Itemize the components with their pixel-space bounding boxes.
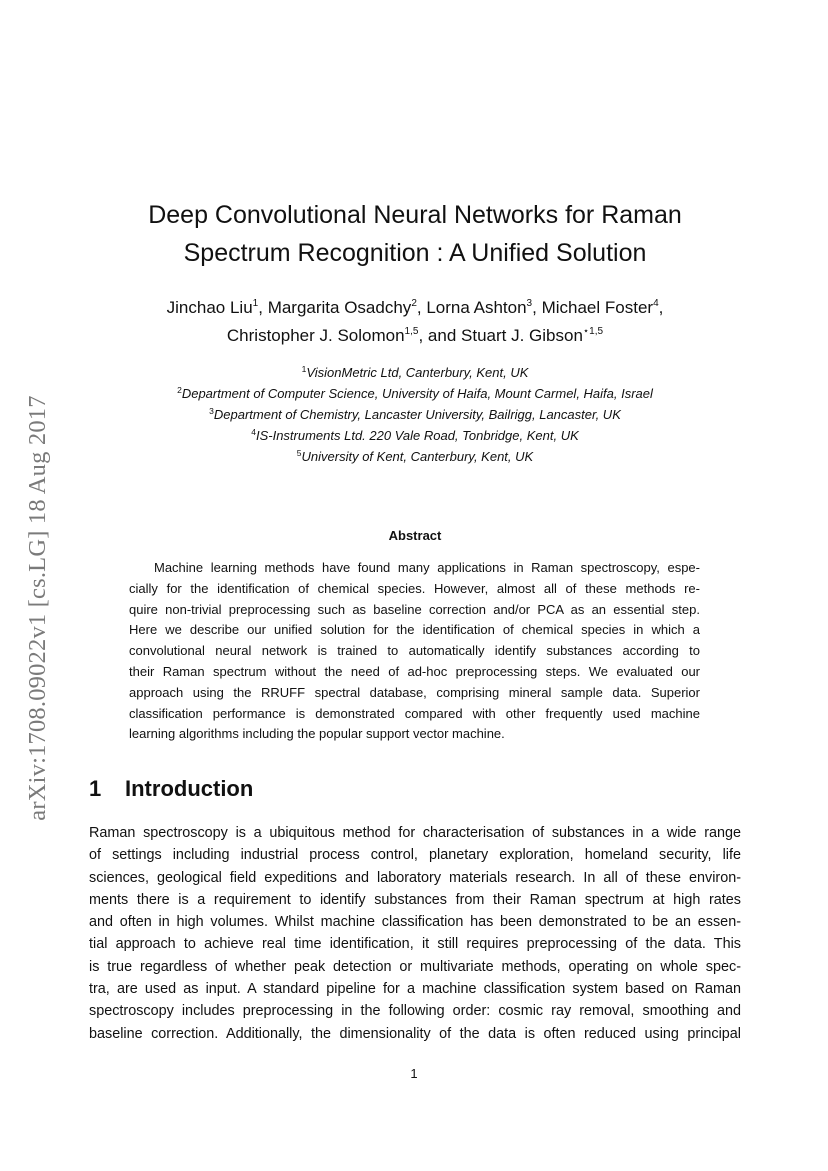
page-number: 1 — [410, 1066, 418, 1081]
paragraph-line: and often in high volumes. Whilst machine classification has been demonstrated to be an essen- — [89, 914, 741, 931]
author-affil-mark: 2 — [411, 298, 417, 309]
affiliation-item — [90, 446, 740, 467]
author-separator: , — [532, 298, 537, 317]
abstract-line: approach using the RRUFF spectral database, comprising mineral sample data. Superior — [129, 684, 700, 700]
section-heading — [89, 776, 253, 802]
author-separator: , — [658, 298, 664, 317]
abstract-line: classification performance is demonstrated compared with other frequently used machine — [129, 705, 700, 721]
affiliation-text: University of Kent, Canterbury, Kent, UK — [301, 449, 534, 464]
author-name: Lorna Ashton — [426, 298, 527, 317]
author-list — [90, 294, 740, 350]
author-affil-mark: 3 — [526, 298, 533, 309]
abstract-line: learning algorithms including the popular support vector machine. — [129, 726, 505, 742]
author-affil-mark: 1,5 — [404, 326, 419, 337]
paragraph-line: tra, are used as input. A standard pipeline for a machine classification system based on Raman — [89, 981, 741, 998]
affiliation-item — [90, 383, 740, 404]
author-affil-mark: 1 — [252, 298, 259, 309]
affiliation-number: 2 — [177, 385, 182, 395]
affiliation-number: 5 — [296, 448, 302, 458]
affiliation-text: IS-Instruments Ltd. 220 Vale Road, Tonbridge, Kent, UK — [255, 428, 579, 443]
affiliation-number: 1 — [301, 364, 307, 374]
author-affil-mark: 4 — [653, 298, 659, 309]
section-number: 1 — [89, 776, 102, 801]
author-name: Christopher J. Solomon — [226, 326, 405, 345]
abstract-line: their Raman spectrum without the need of ad-hoc preprocessing steps. We evaluated our — [129, 663, 700, 679]
abstract-line: convolutional neural network is trained to automatically identify substances according to — [129, 643, 700, 659]
author-name: Margarita Osadchy — [267, 298, 412, 317]
affiliation-number: 4 — [251, 427, 256, 437]
affiliation-text: VisionMetric Ltd, Canterbury, Kent, UK — [306, 365, 529, 380]
affiliation-item — [90, 404, 740, 425]
arxiv-id[interactable]: arXiv:1708.09022v1 [cs.LG] 18 Aug 2017 — [24, 395, 51, 821]
paragraph-line: of settings including industrial process control, planetary exploration, homeland security, life — [89, 847, 741, 864]
paragraph-line: baseline correction. Additionally, the dimensionality of the data is often reduced using principal — [89, 1025, 741, 1042]
paragraph-line: tial approach to achieve real time identification, it still requires preprocessing of the data. This — [89, 936, 741, 953]
abstract-line: Here we describe our unified solution for the identification of chemical species in which a — [129, 622, 700, 638]
author-line-2 — [90, 322, 740, 350]
paper-title — [90, 196, 740, 272]
affiliation-item — [90, 362, 740, 383]
author-separator: , — [418, 326, 424, 345]
author-conjunction: and — [427, 326, 457, 345]
affiliation-item — [90, 425, 740, 446]
introduction-body — [89, 822, 741, 1045]
author-separator: , — [258, 298, 263, 317]
author-line-1 — [90, 294, 740, 322]
abstract-line: quire non-trivial preprocessing such as baseline correction and/or PCA as an essential step. — [129, 601, 700, 617]
affiliation-list — [90, 362, 740, 467]
author-name: Stuart J. Gibson — [461, 326, 583, 345]
affiliation-number: 3 — [209, 406, 214, 416]
title-line-1: Deep Convolutional Neural Networks for Raman — [148, 201, 682, 229]
paragraph-line: ments there is a requirement to identify substances from their Raman spectrum at high rates — [89, 891, 741, 908]
affiliation-text: Department of Chemistry, Lancaster University, Bailrigg, Lancaster, UK — [213, 407, 621, 422]
title-line-2: Spectrum Recognition : A Unified Solution — [183, 239, 647, 267]
paragraph-line: spectroscopy includes preprocessing in the following order: cosmic ray removal, smoothing and — [89, 1003, 741, 1020]
author-name: Jinchao Liu — [166, 298, 253, 317]
abstract-line: cially for the identification of chemical species. However, almost all of these methods re- — [129, 580, 700, 596]
section-title: Introduction — [125, 776, 254, 801]
paragraph-line: sciences, geological field expeditions and laboratory materials research. In all of these environ- — [89, 869, 741, 886]
paragraph-line: is true regardless of whether peak detection or multivariate methods, operating on whole spec- — [89, 958, 741, 975]
affiliation-text: Department of Computer Science, University of Haifa, Mount Carmel, Haifa, Israel — [181, 386, 653, 401]
abstract-line: Machine learning methods have found many applications in Raman spectroscopy, espe- — [154, 560, 700, 575]
paragraph-line: Raman spectroscopy is a ubiquitous method for characterisation of substances in a wide range — [89, 825, 741, 841]
author-name: Michael Foster — [541, 298, 654, 317]
author-separator: , — [416, 298, 422, 317]
abstract-heading: Abstract — [388, 528, 442, 543]
author-affil-mark: ⋆1,5 — [582, 326, 604, 337]
abstract-body — [129, 558, 700, 745]
